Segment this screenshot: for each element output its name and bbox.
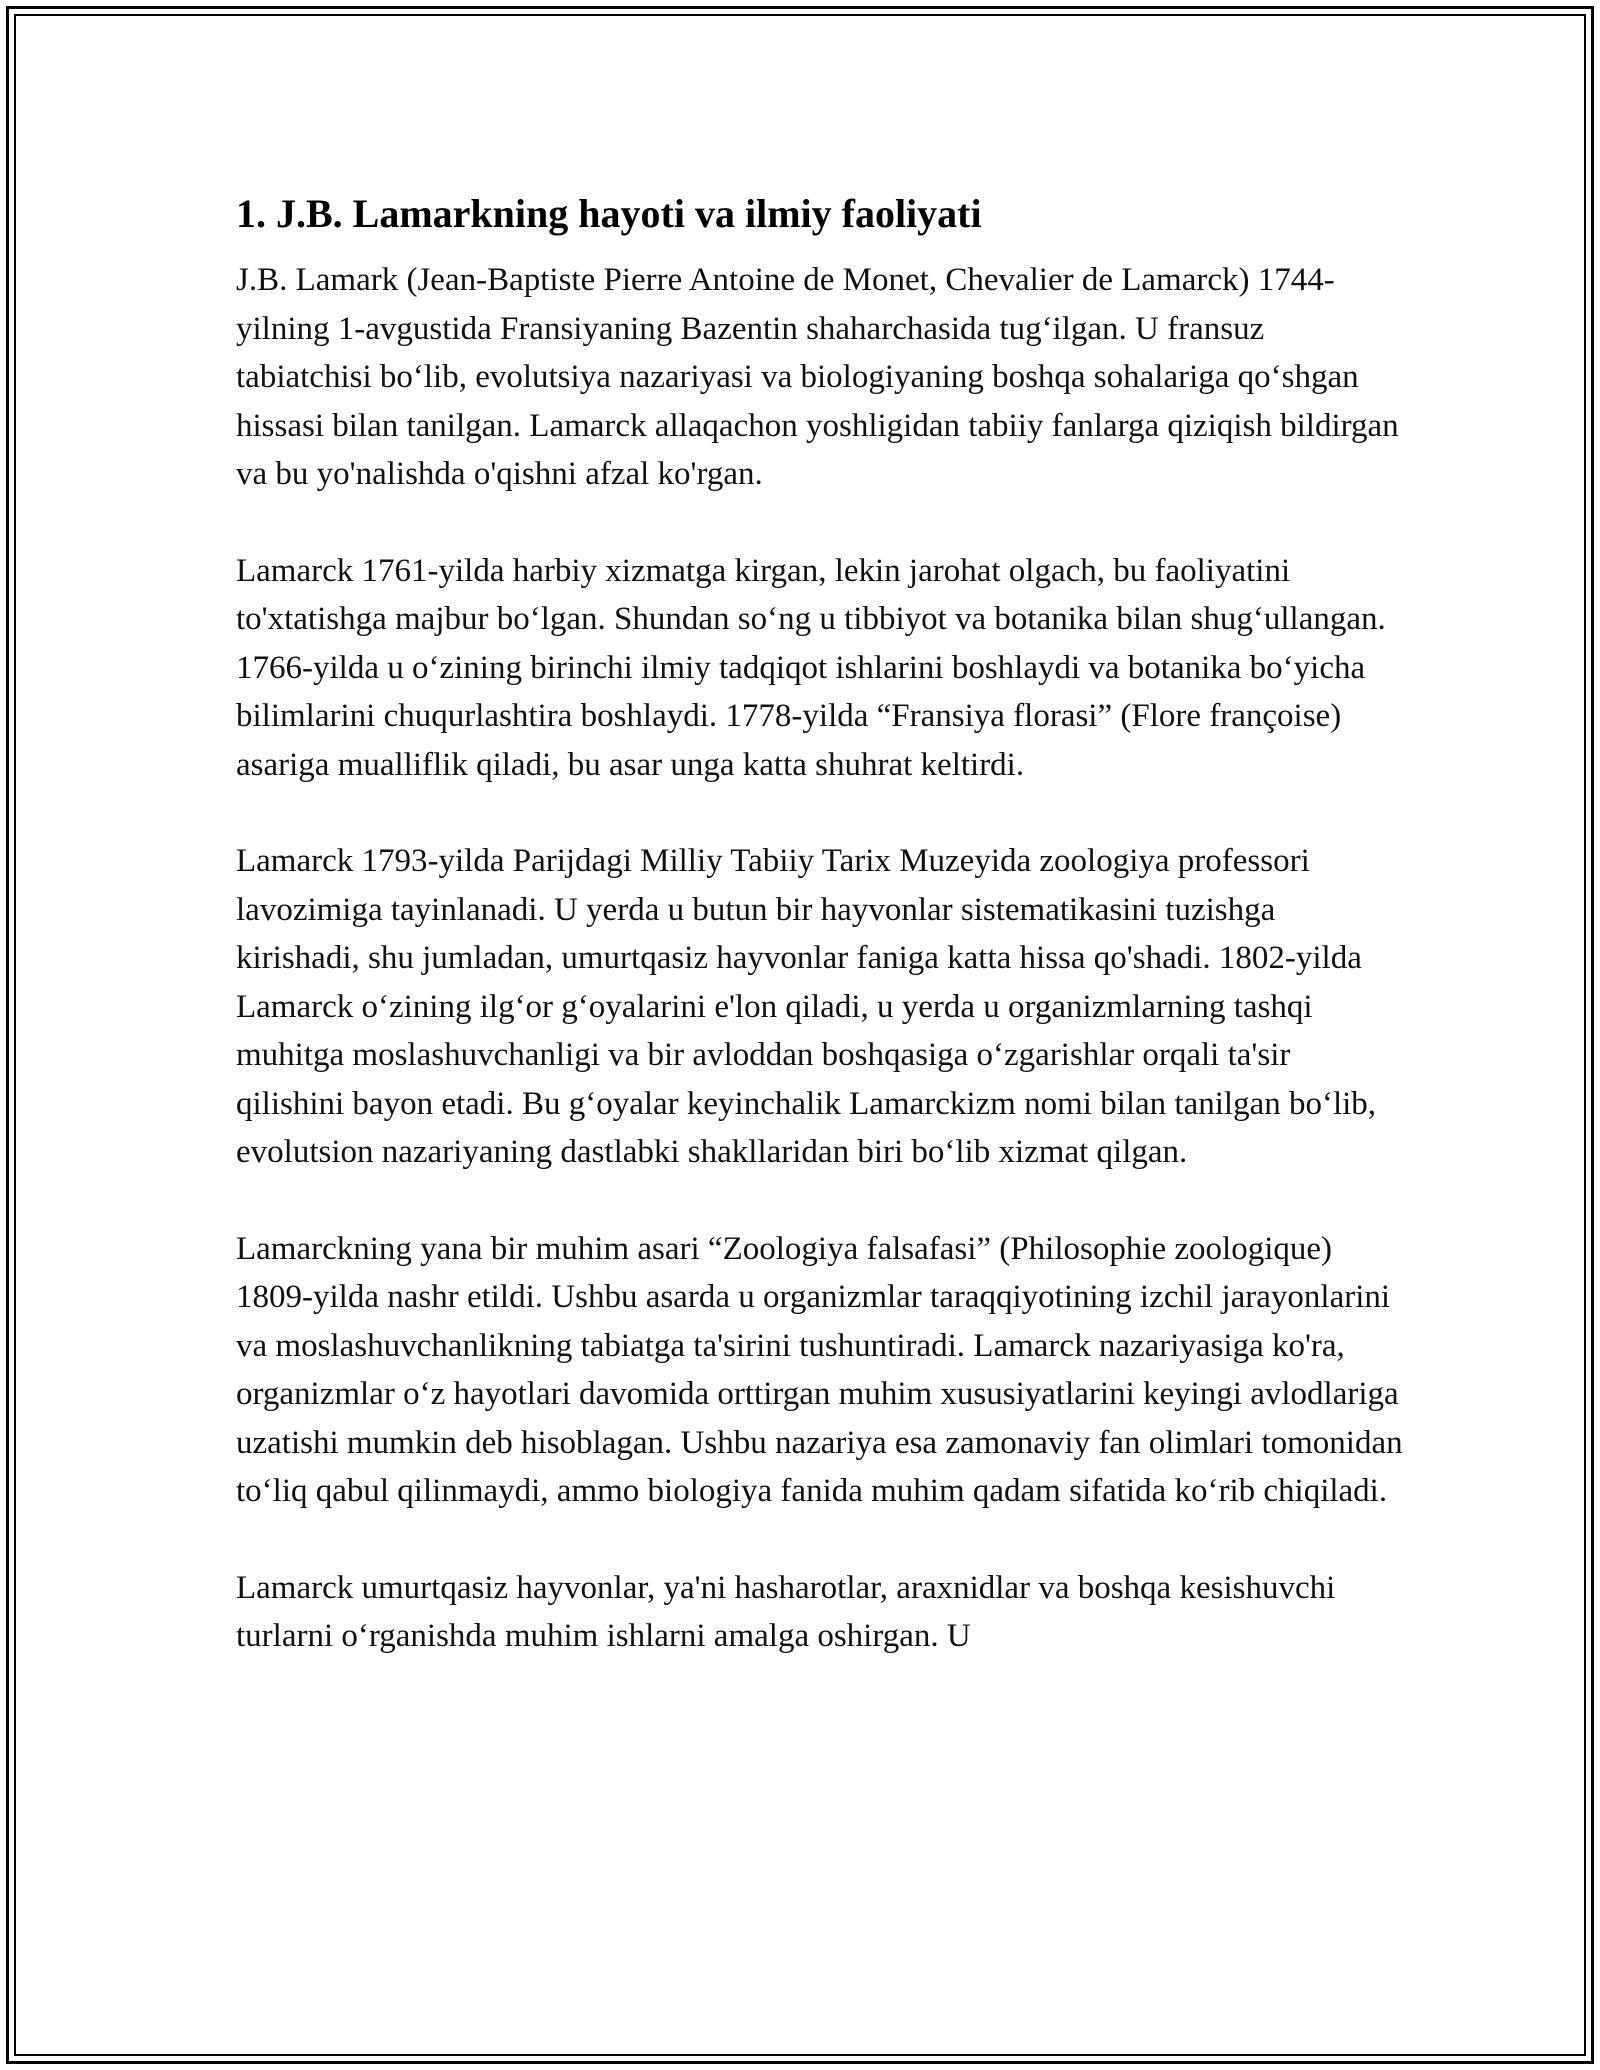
paragraph-biography-intro: J.B. Lamark (Jean-Baptiste Pierre Antoine de Monet, Chevalier de Lamarck) 1744-yilning 1-avgustida Fransiyaning Bazentin shaharchasida tug‘ilgan. U fransuz tabiatchisi bo‘lib, evolutsiya nazariyasi va biologiyaning boshqa sohalariga qo‘shgan hissasi bilan tanilgan. Lamarck allaqachon yoshligidan tabiiy fanlarga qiziqish bildirgan va bu yo'nalishda o'qishni afzal ko'rgan.: [236, 262, 1399, 492]
section-heading: 1. J.B. Lamarkning hayoti va ilmiy faoliyati: [236, 191, 982, 236]
paragraph-military-and-botany: Lamarck 1761-yilda harbiy xizmatga kirgan, lekin jarohat olgach, bu faoliyatini to'xtatishga majbur bo‘lgan. Shundan so‘ng u tibbiyot va botanika bilan shug‘ullangan. 1766-yilda u o‘zining birinchi ilmiy tadqiqot ishlarini boshlaydi va botanika bo‘yicha bilimlarini chuqurlashtira boshlaydi. 1778-yilda “Fransiya florasi” (Flore françoise) asariga mualliflik qiladi, bu asar unga katta shuhrat keltirdi.: [236, 552, 1386, 783]
document-body: [236, 186, 1406, 1661]
paragraph-museum-professorship: Lamarck 1793-yilda Parijdagi Milliy Tabiiy Tarix Muzeyida zoologiya professori lavozimiga tayinlanadi. U yerda u butun bir hayvonlar sistematikasini tuzishga kirishadi, shu jumladan, umurtqasiz hayvonlar faniga katta hissa qo'shadi. 1802-yilda Lamarck o‘zining ilg‘or g‘oyalarini e'lon qiladi, u yerda u organizmlarning tashqi muhitga moslashuvchanligi va bir avloddan boshqasiga o‘zgarishlar orqali ta'sir qilishini bayon etadi. Bu g‘oyalar keyinchalik Lamarckizm nomi bilan tanilgan bo‘lib, evolutsion nazariyaning dastlabki shakllaridan biri bo‘lib xizmat qilgan.: [236, 843, 1377, 1170]
paragraph-philosophie-zoologique: Lamarckning yana bir muhim asari “Zoologiya falsafasi” (Philosophie zoologique) 1809-yilda nashr etildi. Ushbu asarda u organizmlar taraqqiyotining izchil jarayonlarini va moslashuvchanlikning tabiatga ta'sirini tushuntiradi. Lamarck nazariyasiga ko'ra, organizmlar o‘z hayotlari davomida orttirgan muhim xususiyatlarini keyingi avlodlariga uzatishi mumkin deb hisoblagan. Ushbu nazariya esa zamonaviy fan olimlari tomonidan to‘liq qabul qilinmaydi, ammo biologiya fanida muhim qadam sifatida ko‘rib chiqiladi.: [236, 1230, 1403, 1509]
paragraph-invertebrates: Lamarck umurtqasiz hayvonlar, ya'ni hasharotlar, araxnidlar va boshqa kesishuvchi turlarni o‘rganishda muhim ishlarni amalga oshirgan. U: [236, 1569, 1336, 1654]
